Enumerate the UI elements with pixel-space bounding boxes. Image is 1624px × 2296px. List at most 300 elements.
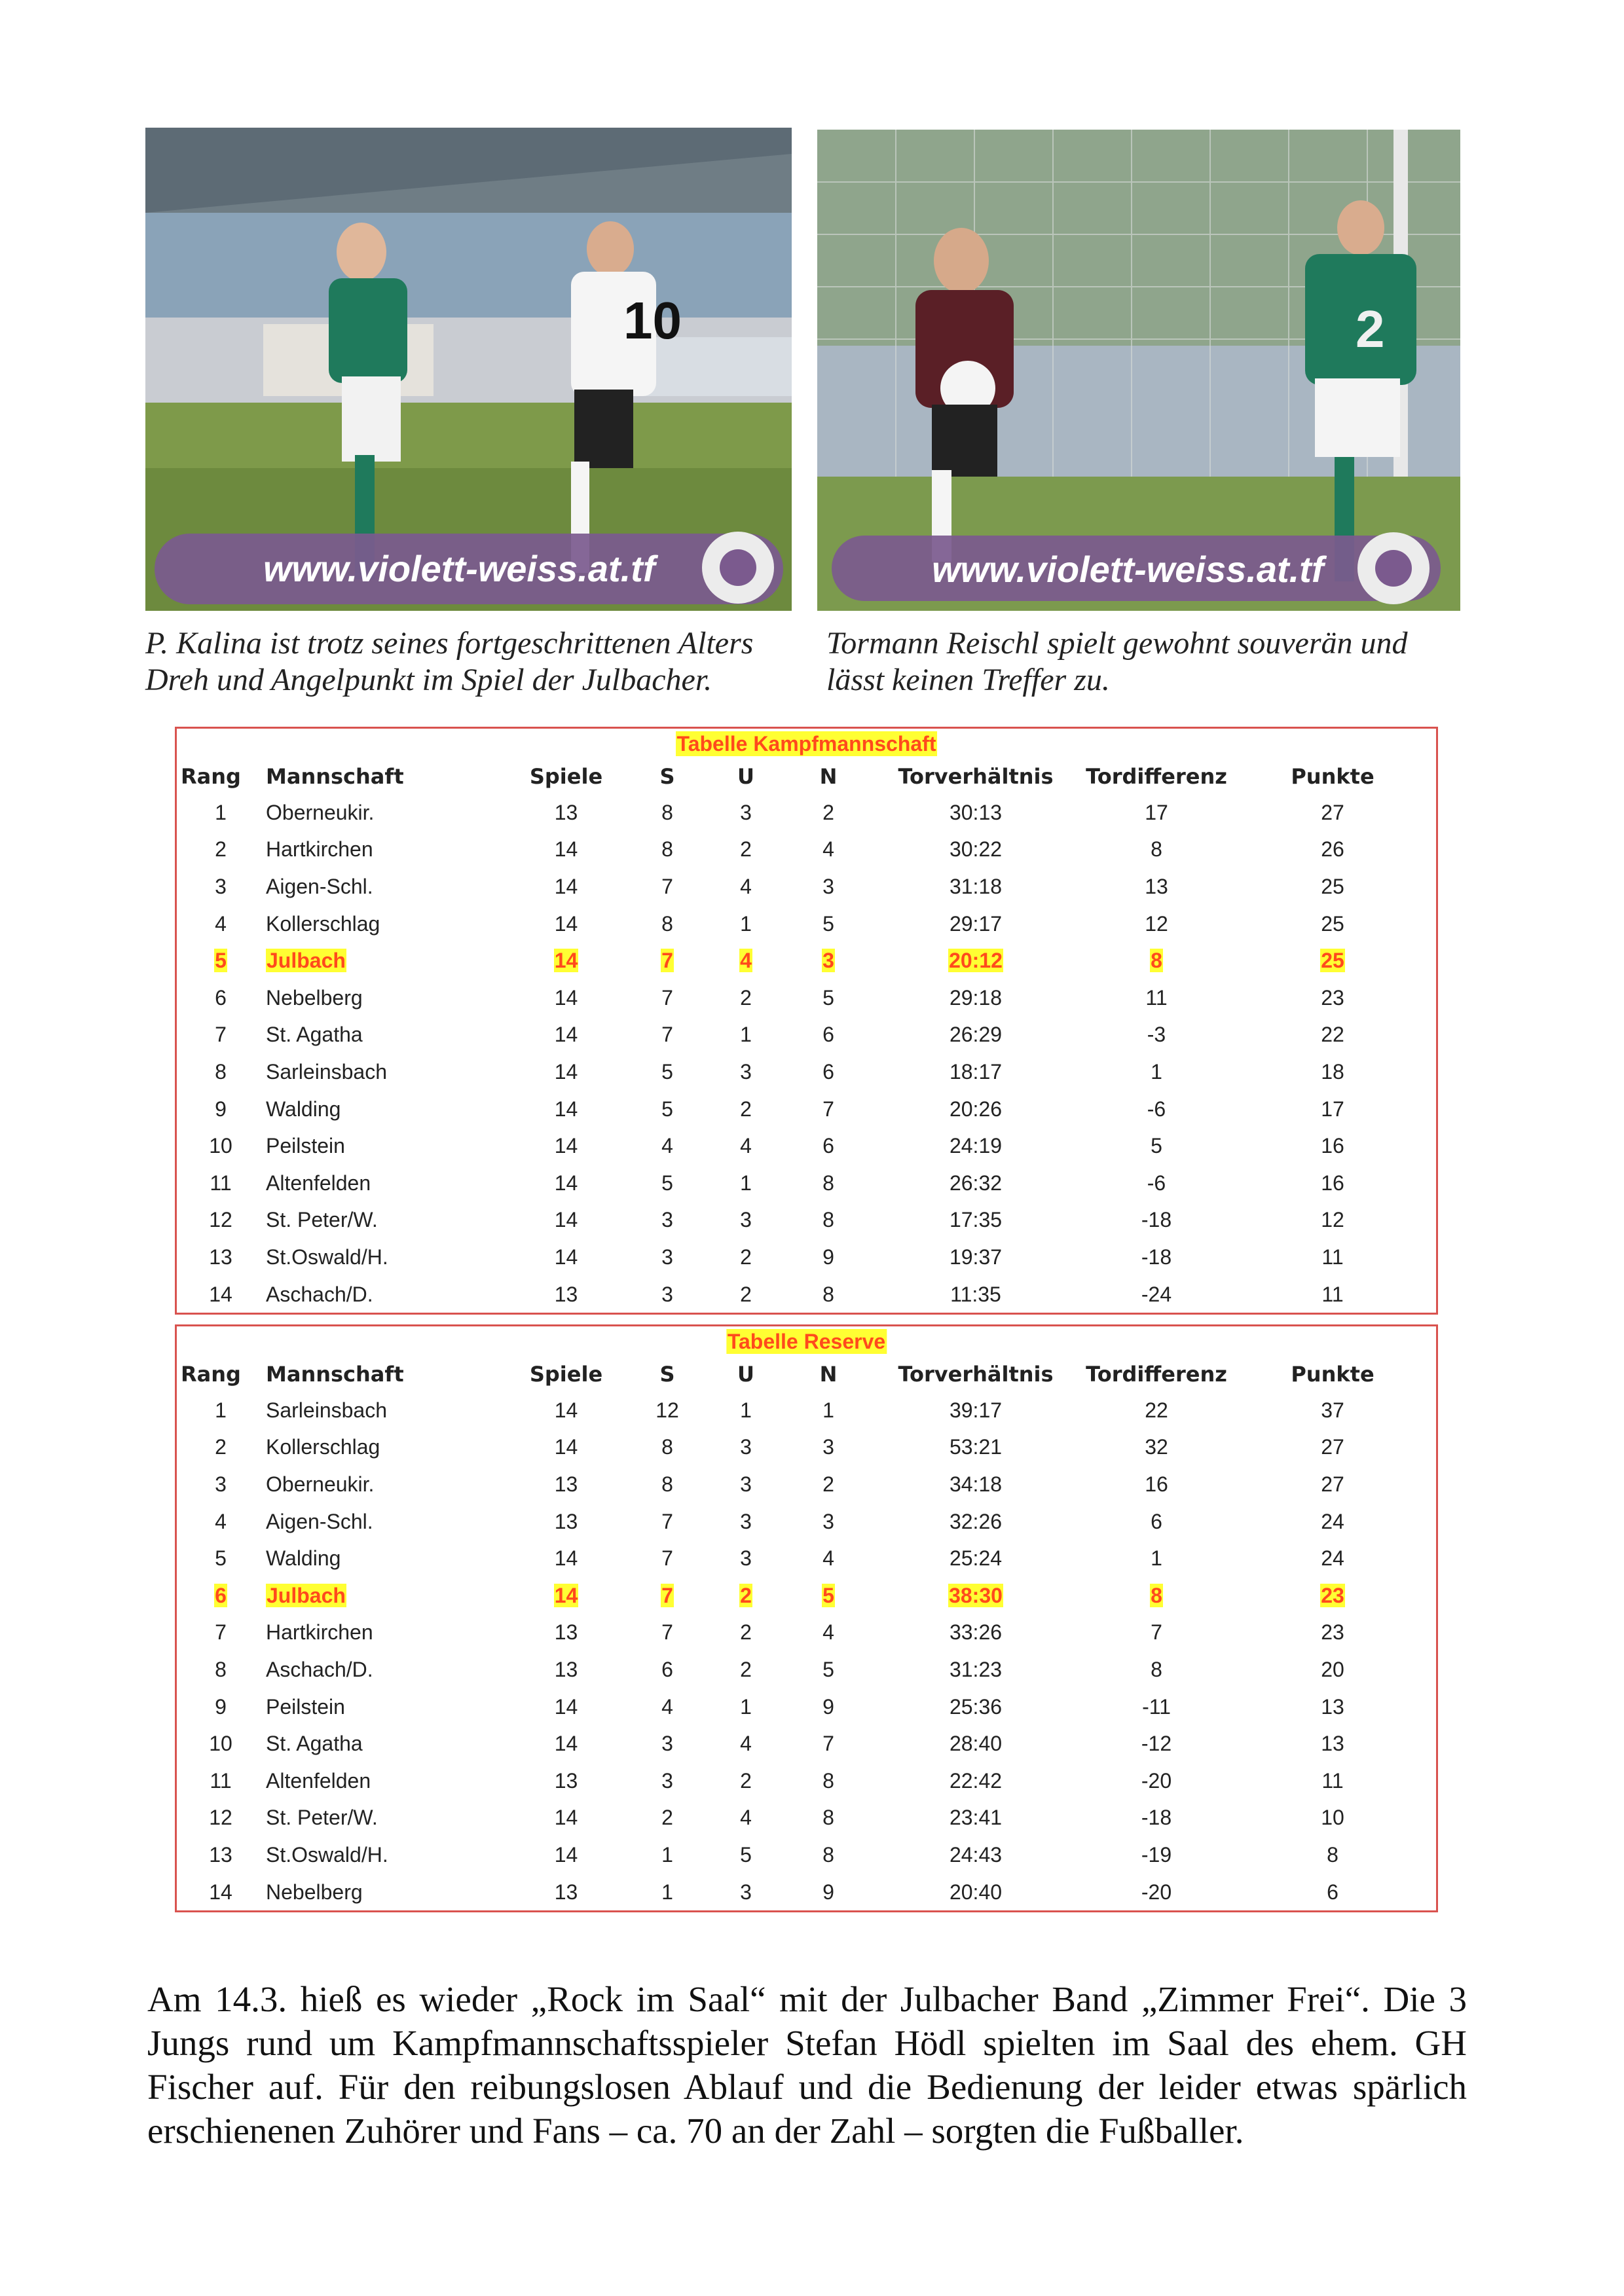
cell-punkte — [1229, 1800, 1436, 1837]
cell-rang-text: 5 — [215, 949, 227, 973]
cell-mannschaft-text: Nebelberg — [266, 1880, 363, 1904]
cell-n-text: 3 — [822, 949, 834, 973]
cell-tordifferenz — [1084, 1577, 1229, 1614]
cell-mannschaft — [265, 1688, 500, 1726]
cell-u-text: 1 — [740, 911, 752, 936]
cell-spiele — [500, 1651, 632, 1688]
cell-punkte-text: 11 — [1321, 1282, 1344, 1306]
cell-spiele — [500, 1540, 632, 1577]
cell-tordifferenz-text: 22 — [1145, 1398, 1168, 1422]
cell-rang — [177, 979, 265, 1017]
cell-rang — [177, 794, 265, 831]
cell-u — [703, 1874, 789, 1911]
cell-tordifferenz — [1084, 1836, 1229, 1874]
cell-mannschaft-text: Nebelberg — [266, 985, 363, 1010]
cell-n-text: 8 — [822, 1171, 834, 1195]
cell-n-text: 4 — [822, 1546, 834, 1571]
cell-u-text: 3 — [740, 1208, 752, 1232]
cell-tordifferenz — [1084, 1762, 1229, 1800]
cell-rang-text: 6 — [215, 985, 227, 1010]
cell-u — [703, 1239, 789, 1276]
cell-torverhaeltnis-text: 34:18 — [949, 1472, 1003, 1496]
cell-n-text: 9 — [822, 1245, 834, 1269]
cell-torverhaeltnis — [868, 979, 1084, 1017]
cell-n-text: 1 — [822, 1398, 834, 1422]
cell-rang-text: 12 — [209, 1806, 232, 1830]
cell-mannschaft-text: Walding — [266, 1097, 341, 1121]
cell-punkte-text: 27 — [1321, 1472, 1344, 1496]
cell-torverhaeltnis — [868, 794, 1084, 831]
cell-rang-text: 11 — [210, 1768, 232, 1793]
header-punkte: Punkte — [1291, 1362, 1375, 1387]
cell-s-text: 2 — [661, 1806, 673, 1830]
cell-torverhaeltnis — [868, 1017, 1084, 1054]
cell-s — [632, 905, 703, 943]
table-kampfmannschaft — [175, 727, 1438, 1315]
article-paragraph: Am 14.3. hieß es wieder „Rock im Saal“ mit der Julbacher Band „Zimmer Frei“. Die 3 Jungs rund um Kampfmannschaftsspieler Stefan Hödl spielten im Saal des ehem. GH Fischer auf. Für den reibungslosen Ablauf und die Bedienung der leider etwas spärlich erschienenen Zuhörer und Fans – ca. 70 an der Zahl – sorgten die Fußballer. — [147, 1979, 1467, 2151]
cell-mannschaft-text: Julbach — [267, 949, 346, 973]
cell-punkte — [1229, 1017, 1436, 1054]
cell-tordifferenz-text: -20 — [1141, 1880, 1172, 1904]
cell-s — [632, 979, 703, 1017]
cell-s-text: 8 — [661, 1435, 673, 1459]
cell-u-text: 3 — [740, 800, 752, 824]
cell-rang — [177, 1577, 265, 1614]
cell-tordifferenz-text: 11 — [1145, 985, 1168, 1010]
cell-rang — [177, 1429, 265, 1467]
cell-mannschaft — [265, 1091, 500, 1128]
cell-spiele — [500, 868, 632, 905]
cell-rang — [177, 1836, 265, 1874]
cell-rang-text: 3 — [215, 1472, 227, 1496]
cell-n — [789, 1874, 868, 1911]
cell-n-text: 8 — [822, 1768, 834, 1793]
header-n: N — [819, 764, 838, 789]
cell-n-text: 8 — [822, 1282, 834, 1306]
table-row — [177, 1651, 1436, 1688]
cell-u — [703, 831, 789, 869]
cell-torverhaeltnis — [868, 1614, 1084, 1652]
cell-n-text: 2 — [822, 800, 834, 824]
cell-s-text: 7 — [661, 949, 673, 973]
cell-s — [632, 1577, 703, 1614]
cell-spiele-text: 13 — [554, 1620, 578, 1645]
cell-rang — [177, 905, 265, 943]
cell-torverhaeltnis — [868, 1127, 1084, 1165]
cell-n-text: 3 — [822, 874, 834, 898]
photo-kalina-caption — [145, 625, 753, 699]
cell-n — [789, 831, 868, 869]
cell-spiele-text: 14 — [554, 1583, 578, 1607]
cell-punkte-text: 27 — [1321, 1435, 1344, 1459]
table-row — [177, 1503, 1436, 1540]
cell-n-text: 6 — [822, 1134, 834, 1158]
cell-tordifferenz — [1084, 1874, 1229, 1911]
cell-spiele-text: 13 — [554, 1509, 578, 1533]
cell-spiele-text: 14 — [554, 1097, 578, 1121]
cell-tordifferenz-text: -12 — [1141, 1732, 1172, 1756]
cell-torverhaeltnis-text: 29:18 — [949, 985, 1003, 1010]
cell-s — [632, 831, 703, 869]
photo-reischl-jersey-number: 2 — [1356, 300, 1385, 358]
cell-s-text: 7 — [661, 1509, 673, 1533]
cell-n — [789, 1239, 868, 1276]
cell-rang-text: 9 — [215, 1097, 227, 1121]
cell-s — [632, 868, 703, 905]
cell-spiele — [500, 794, 632, 831]
table-row — [177, 1874, 1436, 1911]
cell-spiele-text: 14 — [554, 1398, 578, 1422]
cell-tordifferenz-text: 1 — [1151, 1546, 1162, 1571]
cell-rang — [177, 1651, 265, 1688]
cell-torverhaeltnis — [868, 942, 1084, 979]
cell-u — [703, 1127, 789, 1165]
table-row-highlighted — [177, 1577, 1436, 1614]
photo-reischl-watermark: www.violett-weiss.at.tf — [932, 549, 1324, 590]
cell-punkte-text: 25 — [1321, 911, 1344, 936]
cell-mannschaft — [265, 1165, 500, 1202]
cell-spiele — [500, 1614, 632, 1652]
header-u: U — [737, 764, 754, 789]
cell-tordifferenz — [1084, 1091, 1229, 1128]
cell-spiele-text: 14 — [554, 985, 578, 1010]
cell-punkte — [1229, 1392, 1436, 1429]
cell-n-text: 6 — [822, 1023, 834, 1047]
cell-torverhaeltnis-text: 26:29 — [949, 1023, 1003, 1047]
table-title: Tabelle Kampfmannschaft — [676, 732, 936, 756]
cell-u — [703, 979, 789, 1017]
cell-punkte-text: 11 — [1321, 1768, 1344, 1793]
cell-punkte — [1229, 1836, 1436, 1874]
cell-tordifferenz-text: 8 — [1151, 949, 1162, 973]
cell-rang — [177, 1614, 265, 1652]
table-row — [177, 1276, 1436, 1313]
cell-s — [632, 1762, 703, 1800]
cell-s-text: 7 — [661, 1023, 673, 1047]
cell-spiele-text: 14 — [554, 874, 578, 898]
cell-tordifferenz — [1084, 1392, 1229, 1429]
table-row — [177, 1540, 1436, 1577]
cell-tordifferenz-text: -18 — [1141, 1245, 1172, 1269]
header-s: S — [659, 764, 675, 789]
table-row — [177, 1466, 1436, 1503]
cell-s — [632, 1540, 703, 1577]
cell-punkte — [1229, 1874, 1436, 1911]
cell-n-text: 5 — [822, 985, 834, 1010]
cell-mannschaft-text: Altenfelden — [266, 1768, 371, 1793]
cell-spiele-text: 13 — [554, 1282, 578, 1306]
cell-u-text: 3 — [740, 1472, 752, 1496]
cell-s — [632, 794, 703, 831]
cell-s-text: 7 — [661, 874, 673, 898]
cell-n-text: 8 — [822, 1806, 834, 1830]
cell-mannschaft-text: St. Agatha — [266, 1732, 363, 1756]
cell-spiele — [500, 1017, 632, 1054]
cell-u — [703, 1800, 789, 1837]
cell-u — [703, 1577, 789, 1614]
cell-s-text: 5 — [661, 1171, 673, 1195]
cell-torverhaeltnis-text: 20:40 — [949, 1880, 1003, 1904]
cell-s — [632, 1836, 703, 1874]
cell-s-text: 5 — [661, 1097, 673, 1121]
cell-s-text: 8 — [661, 800, 673, 824]
cell-spiele — [500, 1053, 632, 1091]
cell-spiele — [500, 1466, 632, 1503]
cell-s-text: 8 — [661, 911, 673, 936]
cell-u — [703, 1202, 789, 1239]
cell-tordifferenz-text: 8 — [1151, 837, 1162, 862]
cell-tordifferenz — [1084, 1239, 1229, 1276]
cell-mannschaft — [265, 1392, 500, 1429]
cell-n-text: 4 — [822, 1620, 834, 1645]
cell-spiele — [500, 1239, 632, 1276]
cell-rang — [177, 942, 265, 979]
cell-n — [789, 942, 868, 979]
cell-tordifferenz — [1084, 868, 1229, 905]
cell-tordifferenz — [1084, 1466, 1229, 1503]
cell-s — [632, 1614, 703, 1652]
cell-punkte — [1229, 905, 1436, 943]
header-tordifferenz: Tordifferenz — [1086, 764, 1227, 789]
cell-s-text: 7 — [661, 1620, 673, 1645]
cell-punkte-text: 26 — [1321, 837, 1344, 862]
cell-u — [703, 1540, 789, 1577]
cell-n-text: 5 — [822, 1657, 834, 1681]
cell-u — [703, 1091, 789, 1128]
cell-tordifferenz-text: -11 — [1142, 1694, 1171, 1719]
cell-u — [703, 942, 789, 979]
cell-rang — [177, 1017, 265, 1054]
cell-s — [632, 1127, 703, 1165]
cell-tordifferenz-text: 8 — [1151, 1583, 1162, 1607]
cell-punkte — [1229, 1276, 1436, 1313]
cell-spiele-text: 14 — [554, 949, 578, 973]
photo-kalina-jersey-number: 10 — [623, 291, 682, 350]
cell-mannschaft — [265, 1725, 500, 1762]
cell-s — [632, 1017, 703, 1054]
cell-torverhaeltnis-text: 26:32 — [949, 1171, 1003, 1195]
cell-spiele — [500, 1165, 632, 1202]
cell-torverhaeltnis-text: 22:42 — [949, 1768, 1003, 1793]
cell-torverhaeltnis — [868, 1688, 1084, 1726]
cell-u-text: 4 — [740, 1732, 752, 1756]
cell-punkte-text: 18 — [1321, 1059, 1344, 1084]
cell-mannschaft-text: Peilstein — [266, 1694, 345, 1719]
cell-mannschaft-text: Hartkirchen — [266, 1620, 373, 1645]
table-row — [177, 794, 1436, 831]
cell-u-text: 4 — [740, 874, 752, 898]
cell-torverhaeltnis-text: 25:36 — [949, 1694, 1003, 1719]
cell-spiele — [500, 1874, 632, 1911]
table-body — [177, 794, 1436, 1313]
cell-torverhaeltnis — [868, 1762, 1084, 1800]
cell-u — [703, 1688, 789, 1726]
cell-n — [789, 1577, 868, 1614]
cell-rang-text: 13 — [209, 1245, 232, 1269]
cell-rang-text: 7 — [215, 1023, 227, 1047]
cell-rang — [177, 1276, 265, 1313]
cell-punkte-text: 13 — [1321, 1694, 1344, 1719]
header-s: S — [659, 1362, 675, 1387]
cell-rang — [177, 1688, 265, 1726]
cell-tordifferenz-text: -18 — [1141, 1208, 1172, 1232]
cell-s — [632, 1091, 703, 1128]
cell-torverhaeltnis — [868, 1091, 1084, 1128]
cell-rang — [177, 1053, 265, 1091]
cell-torverhaeltnis-text: 32:26 — [949, 1509, 1003, 1533]
cell-tordifferenz-text: -19 — [1141, 1842, 1172, 1867]
cell-tordifferenz — [1084, 1127, 1229, 1165]
cell-rang — [177, 1127, 265, 1165]
cell-mannschaft — [265, 1202, 500, 1239]
cell-rang-text: 8 — [215, 1059, 227, 1084]
cell-u-text: 3 — [740, 1880, 752, 1904]
cell-n-text: 9 — [822, 1694, 834, 1719]
cell-s-text: 5 — [661, 1059, 673, 1084]
cell-u-text: 3 — [740, 1435, 752, 1459]
cell-spiele-text: 14 — [554, 1059, 578, 1084]
cell-n — [789, 905, 868, 943]
cell-u-text: 4 — [740, 1134, 752, 1158]
cell-rang-text: 2 — [215, 837, 227, 862]
cell-n-text: 4 — [822, 837, 834, 862]
cell-u — [703, 1053, 789, 1091]
cell-tordifferenz-text: -18 — [1141, 1806, 1172, 1830]
cell-tordifferenz-text: -24 — [1141, 1282, 1172, 1306]
cell-torverhaeltnis — [868, 868, 1084, 905]
cell-spiele-text: 13 — [554, 1768, 578, 1793]
cell-u — [703, 1651, 789, 1688]
cell-torverhaeltnis-text: 24:43 — [949, 1842, 1003, 1867]
cell-rang — [177, 1392, 265, 1429]
cell-spiele-text: 14 — [554, 1023, 578, 1047]
cell-torverhaeltnis — [868, 1239, 1084, 1276]
photo-reischl — [817, 130, 1460, 611]
cell-spiele — [500, 942, 632, 979]
cell-s — [632, 1239, 703, 1276]
cell-n — [789, 1688, 868, 1726]
cell-mannschaft-text: St. Agatha — [266, 1023, 363, 1047]
cell-mannschaft-text: Aschach/D. — [266, 1282, 373, 1306]
cell-mannschaft — [265, 1503, 500, 1540]
cell-rang-text: 8 — [215, 1657, 227, 1681]
header-mannschaft: Mannschaft — [266, 764, 404, 789]
table-row — [177, 1762, 1436, 1800]
cell-mannschaft — [265, 1429, 500, 1467]
cell-s — [632, 1429, 703, 1467]
cell-tordifferenz-text: 12 — [1145, 911, 1168, 936]
cell-n — [789, 1276, 868, 1313]
cell-punkte — [1229, 868, 1436, 905]
cell-spiele — [500, 1725, 632, 1762]
cell-torverhaeltnis-text: 38:30 — [949, 1583, 1003, 1607]
cell-s-text: 1 — [661, 1842, 673, 1867]
cell-rang-text: 1 — [215, 800, 227, 824]
cell-rang-text: 12 — [209, 1208, 232, 1232]
cell-punkte — [1229, 1688, 1436, 1726]
cell-torverhaeltnis-text: 20:12 — [949, 949, 1003, 973]
cell-punkte — [1229, 1651, 1436, 1688]
table-row — [177, 1836, 1436, 1874]
caption-line: lässt keinen Treffer zu. — [826, 663, 1110, 697]
cell-u — [703, 1836, 789, 1874]
cell-rang — [177, 1874, 265, 1911]
cell-n — [789, 1127, 868, 1165]
photo-kalina-watermark: www.violett-weiss.at.tf — [263, 548, 655, 589]
cell-punkte — [1229, 1577, 1436, 1614]
header-rang: Rang — [181, 1362, 241, 1387]
cell-u — [703, 1276, 789, 1313]
cell-mannschaft — [265, 1874, 500, 1911]
cell-tordifferenz — [1084, 831, 1229, 869]
cell-s — [632, 1651, 703, 1688]
cell-n — [789, 1429, 868, 1467]
cell-s-text: 8 — [661, 837, 673, 862]
cell-n-text: 5 — [822, 911, 834, 936]
cell-n — [789, 1017, 868, 1054]
cell-punkte-text: 12 — [1321, 1208, 1344, 1232]
table-row-highlighted — [177, 942, 1436, 979]
cell-rang — [177, 1540, 265, 1577]
cell-s — [632, 1276, 703, 1313]
cell-u — [703, 905, 789, 943]
cell-spiele-text: 14 — [554, 837, 578, 862]
cell-mannschaft-text: Sarleinsbach — [266, 1059, 387, 1084]
cell-tordifferenz-text: 17 — [1145, 800, 1168, 824]
cell-mannschaft-text: St.Oswald/H. — [266, 1842, 388, 1867]
cell-punkte-text: 27 — [1321, 800, 1344, 824]
cell-rang-text: 10 — [209, 1134, 232, 1158]
cell-spiele-text: 13 — [554, 1472, 578, 1496]
cell-punkte — [1229, 1725, 1436, 1762]
cell-tordifferenz — [1084, 1651, 1229, 1688]
cell-n — [789, 1202, 868, 1239]
cell-punkte-text: 37 — [1321, 1398, 1344, 1422]
cell-s — [632, 1688, 703, 1726]
cell-n-text: 8 — [822, 1208, 834, 1232]
cell-torverhaeltnis-text: 29:17 — [949, 911, 1003, 936]
cell-u — [703, 1466, 789, 1503]
header-torverhaeltnis: Torverhältnis — [898, 764, 1054, 789]
cell-rang — [177, 1239, 265, 1276]
photo-kalina — [145, 128, 792, 611]
cell-mannschaft — [265, 1614, 500, 1652]
cell-rang-text: 10 — [209, 1732, 232, 1756]
cell-u-text: 3 — [740, 1546, 752, 1571]
cell-u-text: 1 — [740, 1023, 752, 1047]
cell-punkte-text: 22 — [1321, 1023, 1344, 1047]
table-header-row — [177, 759, 1436, 794]
cell-mannschaft — [265, 794, 500, 831]
cell-u-text: 2 — [740, 1245, 752, 1269]
cell-punkte-text: 16 — [1321, 1134, 1344, 1158]
cell-torverhaeltnis — [868, 1503, 1084, 1540]
cell-s-text: 1 — [661, 1880, 673, 1904]
cell-spiele-text: 14 — [554, 1806, 578, 1830]
cell-tordifferenz — [1084, 905, 1229, 943]
cell-punkte-text: 25 — [1321, 949, 1344, 973]
cell-s-text: 7 — [661, 1583, 673, 1607]
cell-torverhaeltnis — [868, 1800, 1084, 1837]
table-row — [177, 1091, 1436, 1128]
cell-punkte-text: 10 — [1321, 1806, 1344, 1830]
caption-line: Dreh und Angelpunkt im Spiel der Julbacher. — [145, 663, 712, 697]
cell-tordifferenz-text: 5 — [1151, 1134, 1162, 1158]
cell-n — [789, 1725, 868, 1762]
cell-torverhaeltnis-text: 20:26 — [949, 1097, 1003, 1121]
cell-punkte — [1229, 831, 1436, 869]
cell-spiele — [500, 1091, 632, 1128]
